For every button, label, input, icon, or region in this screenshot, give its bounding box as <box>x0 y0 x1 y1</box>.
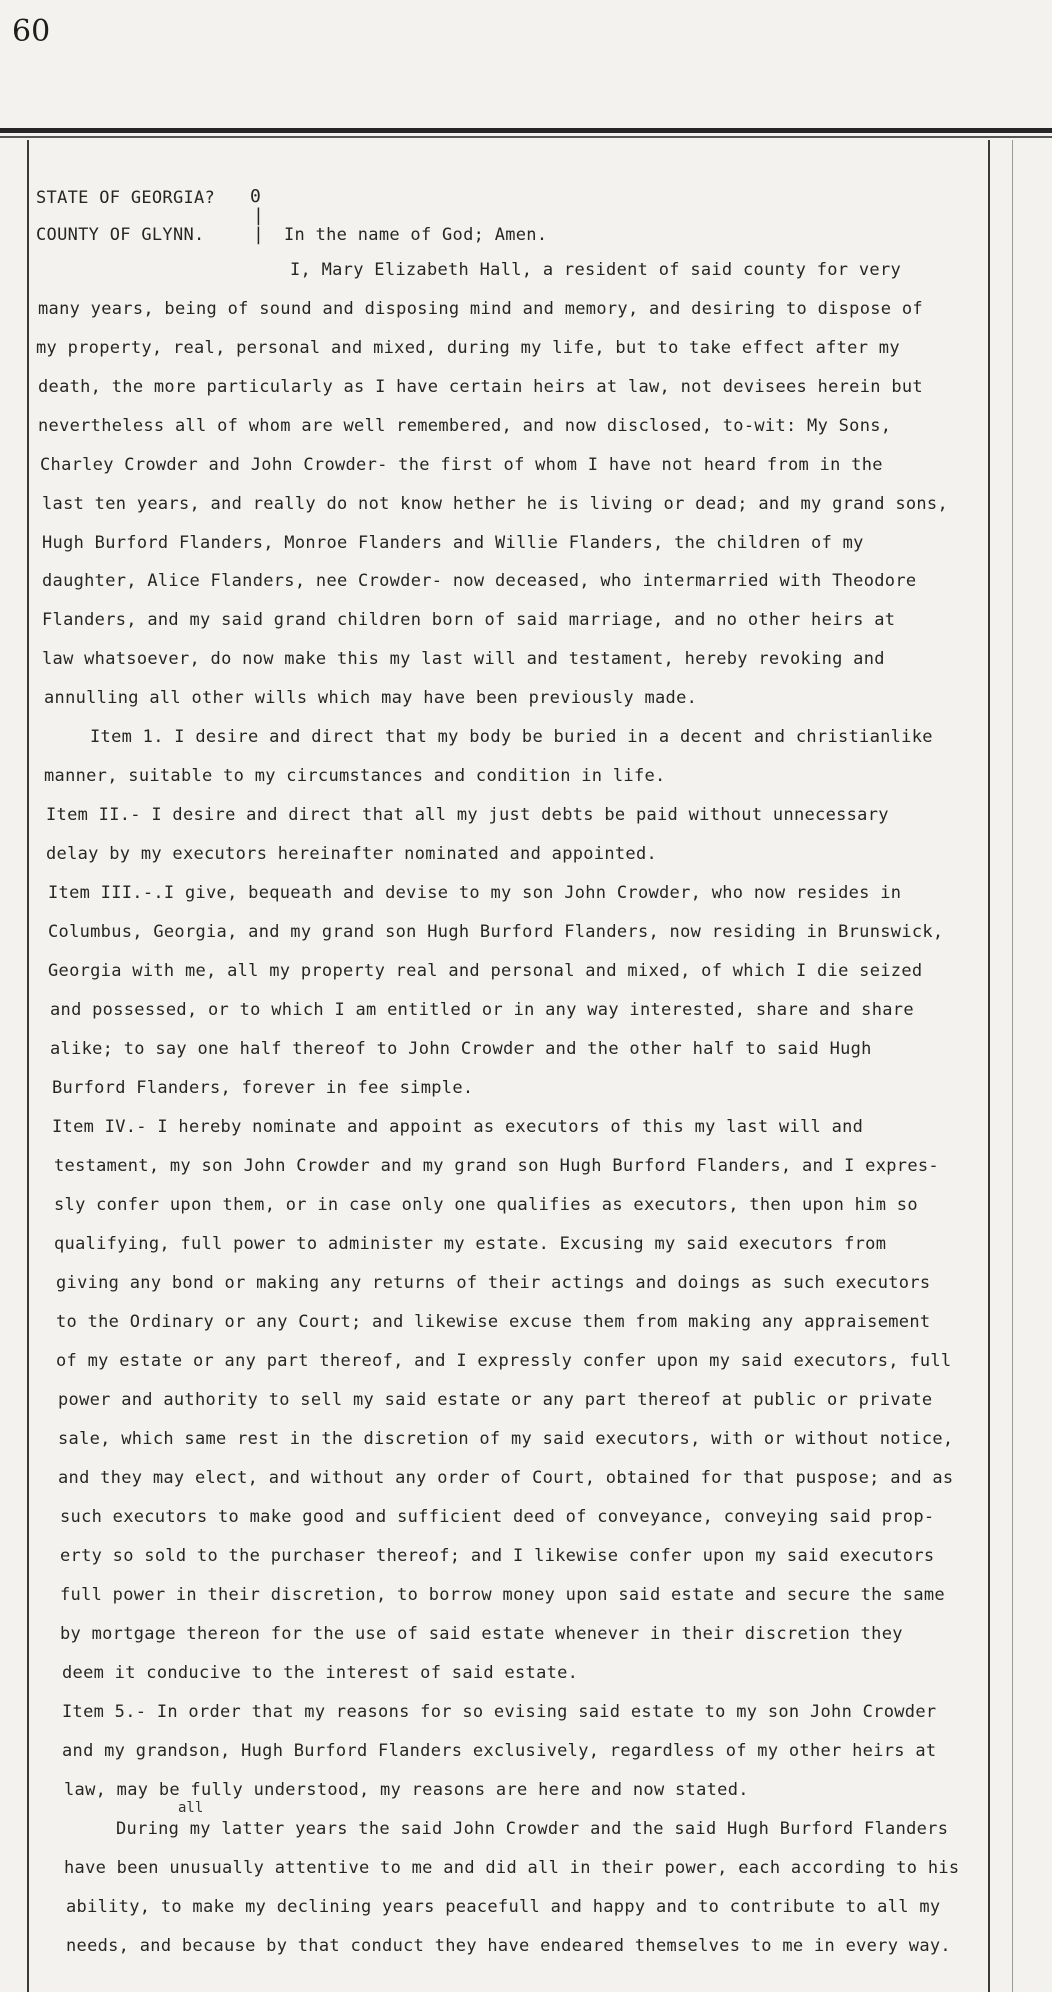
text-line: to the Ordinary or any Court; and likewise excuse them from making any appraisement <box>56 1312 931 1332</box>
text-line: death, the more particularly as I have certain heirs at law, not devisees herein but <box>38 377 923 397</box>
text-line: ability, to make my declining years peacefull and happy and to contribute to all my <box>66 1897 941 1917</box>
invocation: In the name of God; Amen. <box>284 225 548 245</box>
text-line: Georgia with me, all my property real and personal and mixed, of which I die seized <box>48 961 923 981</box>
text-line: deem it conducive to the interest of said estate. <box>62 1663 579 1683</box>
text-line: Flanders, and my said grand children born of said marriage, and no other heirs at <box>42 610 896 630</box>
text-line: daughter, Alice Flanders, nee Crowder- now deceased, who intermarried with Theodore <box>42 571 917 591</box>
text-line: of my estate or any part thereof, and I expressly confer upon my said executors, full <box>56 1351 952 1371</box>
text-line: last ten years, and really do not know hether he is living or dead; and my grand sons, <box>42 494 948 514</box>
text-line: Item 1. I desire and direct that my body be buried in a decent and christianlike <box>90 727 933 747</box>
text-line: sale, which same rest in the discretion of my said executors, with or without notice, <box>58 1429 954 1449</box>
text-line: giving any bond or making any returns of their actings and doings as such executors <box>56 1273 931 1293</box>
text-line: alike; to say one half thereof to John Crowder and the other half to said Hugh <box>50 1039 872 1059</box>
text-line: annulling all other wills which may have been previously made. <box>44 688 698 708</box>
text-line: have been unusually attentive to me and did all in their power, each according to his <box>64 1858 960 1878</box>
text-line: law whatsoever, do now make this my last will and testament, hereby revoking and <box>42 649 885 669</box>
text-line: Burford Flanders, forever in fee simple. <box>52 1078 474 1098</box>
text-line: needs, and because by that conduct they have endeared themselves to me in every way. <box>66 1936 951 1956</box>
text-line: Hugh Burford Flanders, Monroe Flanders and Willie Flanders, the children of my <box>42 533 864 553</box>
text-line: testament, my son John Crowder and my grand son Hugh Burford Flanders, and I expres- <box>54 1156 939 1176</box>
text-line: qualifying, full power to administer my estate. Excusing my said executors from <box>54 1234 887 1254</box>
text-line: Charley Crowder and John Crowder- the first of whom I have not heard from in the <box>40 455 883 475</box>
text-line: such executors to make good and sufficient deed of conveyance, conveying said prop- <box>60 1507 935 1527</box>
text-line: sly confer upon them, or in case only one qualifies as executors, then upon him so <box>54 1195 918 1215</box>
text-line: Item II.- I desire and direct that all my just debts be paid without unnecessary <box>46 805 889 825</box>
caption-bracket-top: 0 <box>250 186 261 207</box>
text-line: delay by my executors hereinafter nominated and appointed. <box>46 844 658 864</box>
caption-state: STATE OF GEORGIA? <box>36 188 216 208</box>
text-line: Item III.-.I give, bequeath and devise to my son John Crowder, who now resides in <box>48 883 902 903</box>
text-line: I, Mary Elizabeth Hall, a resident of said county for very <box>290 260 902 280</box>
caption-bracket-mid: | <box>253 205 264 226</box>
text-line: and possessed, or to which I am entitled or in any way interested, share and share <box>50 1000 914 1020</box>
text-line: law, may be fully understood, my reasons are here and now stated. <box>64 1780 749 1800</box>
text-line: and they may elect, and without any order of Court, obtained for that puspose; and as <box>58 1468 954 1488</box>
page-number: 60 <box>12 14 51 49</box>
text-line: Columbus, Georgia, and my grand son Hugh Burford Flanders, now residing in Brunswick, <box>48 922 944 942</box>
text-line: Item IV.- I hereby nominate and appoint as executors of this my last will and <box>52 1117 864 1137</box>
text-line: During my latter years the said John Crowder and the said Hugh Burford Flanders <box>116 1819 949 1839</box>
text-line: power and authority to sell my said estate or any part thereof at public or private <box>58 1390 933 1410</box>
text-line: my property, real, personal and mixed, during my life, but to take effect after my <box>36 338 900 358</box>
text-line: many years, being of sound and disposing mind and memory, and desiring to dispose of <box>38 299 923 319</box>
text-line: Item 5.- In order that my reasons for so evising said estate to my son John Crowder <box>62 1702 937 1722</box>
text-line: and my grandson, Hugh Burford Flanders exclusively, regardless of my other heirs at <box>62 1741 937 1761</box>
interlinear-insertion: all <box>178 1800 204 1816</box>
caption-county: COUNTY OF GLYNN. <box>36 225 205 245</box>
text-line: manner, suitable to my circumstances and condition in life. <box>44 766 666 786</box>
text-line: erty so sold to the purchaser thereof; and I likewise confer upon my said executors <box>60 1546 935 1566</box>
text-line: nevertheless all of whom are well remembered, and now disclosed, to-wit: My Sons, <box>38 416 892 436</box>
text-line: by mortgage thereon for the use of said estate whenever in their discretion they <box>60 1624 903 1644</box>
text-line: full power in their discretion, to borrow money upon said estate and secure the same <box>60 1585 945 1605</box>
caption-bracket-bottom: | <box>253 224 264 245</box>
